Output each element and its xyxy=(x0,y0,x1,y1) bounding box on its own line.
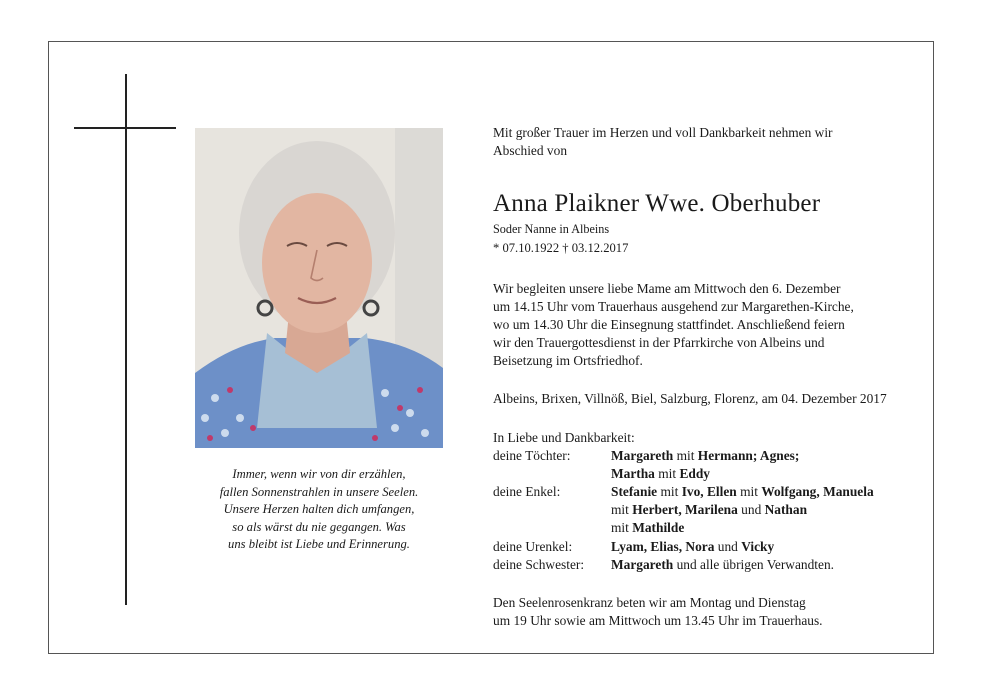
mourners-label: deine Urenkel: xyxy=(493,539,573,554)
cross-icon-bar xyxy=(74,127,176,129)
cross-icon xyxy=(125,74,127,605)
funeral-paragraph-line: Wir begleiten unsere liebe Mame am Mittwoch den 6. Dezember xyxy=(493,281,841,296)
mourners-label: deine Enkel: xyxy=(493,484,561,499)
mourners-label: deine Schwester: xyxy=(493,557,585,572)
mourner-name: Eddy xyxy=(679,466,710,481)
nickname: Soder Nanne in Albeins xyxy=(493,222,610,236)
funeral-paragraph-line: um 14.15 Uhr vom Trauerhaus ausgehend zur Margarethen-Kirche, xyxy=(493,299,854,314)
connector: mit xyxy=(654,466,680,481)
family-heading: In Liebe und Dankbarkeit: xyxy=(493,430,635,445)
portrait-photo xyxy=(195,128,443,448)
mourner-name: Lyam, Elias, Nora xyxy=(611,539,715,554)
intro-line: Mit großer Trauer im Herzen und voll Dankbarkeit nehmen wir xyxy=(493,125,833,140)
poem-line: so als wärst du nie gegangen. Was xyxy=(232,519,406,534)
place-date: Albeins, Brixen, Villnöß, Biel, Salzburg, Florenz, am 04. Dezember 2017 xyxy=(493,391,887,406)
mourner-name: Stefanie xyxy=(611,484,658,499)
mourner-name: Ivo, Ellen xyxy=(681,484,737,499)
mourner-name: Nathan xyxy=(764,502,808,517)
mourner-name: Herbert, Marilena xyxy=(632,502,738,517)
poem xyxy=(195,466,443,554)
connector: und xyxy=(737,502,765,517)
connector: und alle übrigen Verwandten. xyxy=(673,557,834,572)
connector: und xyxy=(714,539,742,554)
deceased-name: Anna Plaikner Wwe. Oberhuber xyxy=(493,190,821,217)
mourner-name: Margareth xyxy=(611,557,674,572)
connector: mit xyxy=(673,448,698,463)
mourners-label: deine Töchter: xyxy=(493,448,571,463)
connector: mit xyxy=(657,484,682,499)
poem-line: uns bleibt ist Liebe und Erinnerung. xyxy=(228,537,410,551)
mourner-name: Wolfgang, Manuela xyxy=(761,484,874,499)
mourner-name: Vicky xyxy=(741,539,775,554)
rosary-line: um 19 Uhr sowie am Mittwoch um 13.45 Uhr im Trauerhaus. xyxy=(493,613,823,628)
funeral-paragraph-line: wo um 14.30 Uhr die Einsegnung stattfindet. Anschließend feiern xyxy=(493,317,845,332)
mourner-name: Hermann; Agnes; xyxy=(697,448,800,463)
mourner-name: Martha xyxy=(611,466,655,481)
rosary-line: Den Seelenrosenkranz beten wir am Montag und Dienstag xyxy=(493,595,806,610)
poem-line: Immer, wenn wir von dir erzählen, xyxy=(232,467,406,481)
mourner-name: Margareth xyxy=(611,448,674,463)
life-dates: * 07.10.1922 † 03.12.2017 xyxy=(493,241,629,255)
funeral-paragraph-line: wir den Trauergottesdienst in der Pfarrkirche von Albeins und xyxy=(493,335,825,350)
poem-line: fallen Sonnenstrahlen in unsere Seelen. xyxy=(219,484,419,499)
connector: mit xyxy=(736,484,762,499)
funeral-paragraph-line: Beisetzung im Ortsfriedhof. xyxy=(493,353,643,368)
intro-line: Abschied von xyxy=(493,143,568,158)
connector: mit xyxy=(611,502,633,517)
poem-line: Unsere Herzen halten dich umfangen, xyxy=(223,502,415,516)
connector: mit xyxy=(611,520,633,535)
mourner-name: Mathilde xyxy=(632,520,685,535)
